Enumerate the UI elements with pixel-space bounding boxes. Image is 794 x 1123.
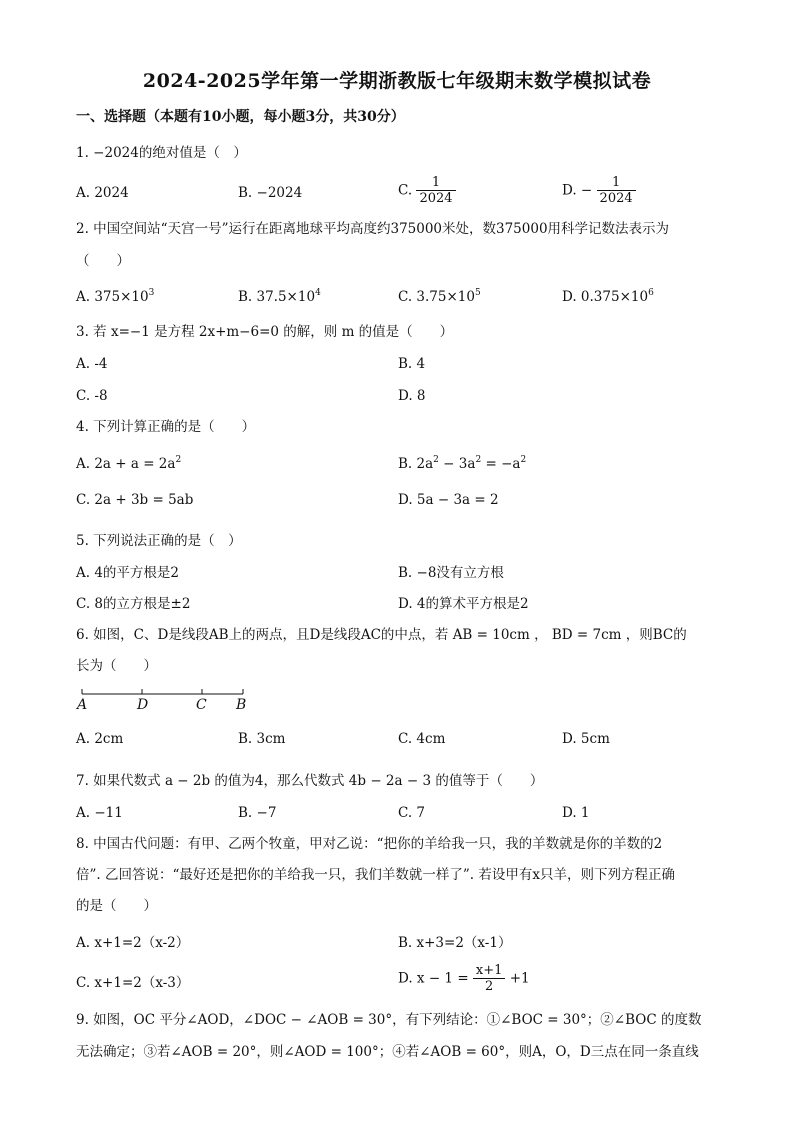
point-label-d: D (137, 697, 149, 713)
q1-option-a: A. 2024 (76, 185, 129, 201)
question-8-stem: 8. 中国古代问题：有甲、乙两个牧童，甲对乙说：“把你的羊给我一只，我的羊数就是你的羊数的2 (76, 836, 663, 852)
q4-option-a: A. $2a + a = 2a^2$ (76, 455, 182, 472)
question-3-stem: 3. 若 x=−1 是方程 2x+m−6=0 的解，则 m 的值是（ ） (76, 324, 454, 340)
point-label-b: B (236, 697, 247, 713)
exam-title: 2024-2025学年第一学期浙教版七年级期末数学模拟试卷 (142, 70, 652, 92)
question-6-stem: 6. 如图，C、D是线段AB上的两点，且D是线段AC的中点，若 AB = 10cm ， BD = 7cm ，则BC的 (76, 627, 687, 643)
q7-option-c: C. 7 (398, 805, 426, 821)
question-4-stem: 4. 下列计算正确的是（ ） (76, 419, 256, 435)
question-1-stem: 1. −2024的绝对值是（ ） (76, 145, 247, 161)
q6-option-a: A. 2cm (76, 731, 124, 747)
q3-option-d: D. 8 (398, 388, 426, 404)
q2-option-a: A. $375\times 10^3$ (76, 288, 155, 305)
question-5-stem: 5. 下列说法正确的是（ ） (76, 533, 242, 549)
q4-option-d: D. 5a − 3a = 2 (398, 492, 499, 508)
section-heading: 一、选择题（本题有10小题，每小题3分，共30分） (76, 109, 405, 125)
q1-option-b: B. −2024 (238, 185, 303, 201)
q4-option-b: B. $2a^2 - 3a^2 = -a^2$ (398, 455, 527, 472)
question-2-stem: 2. 中国空间站“天宫一号”运行在距离地球平均高度约375000米处，数375000用科学记数法表示为 (76, 221, 670, 237)
question-9-stem: 9. 如图，OC 平分∠AOD，∠DOC − ∠AOB = 30°，有下列结论：①∠BOC = 30°；②∠BOC 的度数 (76, 1012, 702, 1028)
q6-option-c: C. 4cm (398, 731, 446, 747)
q7-option-b: B. −7 (238, 805, 277, 821)
q3-option-b: B. 4 (398, 356, 426, 372)
q1-option-c: C. $\frac{1}{2024}$ (398, 175, 456, 206)
question-9-stem-cont: 无法确定；③若∠AOB = 20°，则∠AOD = 100°；④若∠AOB = 60°，则A，O，D三点在同一条直线 (76, 1044, 699, 1060)
q7-option-d: D. 1 (562, 805, 590, 821)
q5-option-a: A. 4的平方根是2 (76, 565, 180, 581)
point-label-a: A (77, 697, 88, 713)
question-7-stem: 7. 如果代数式 a − 2b 的值为4，那么代数式 4b − 2a − 3 的值等于（ ） (76, 773, 544, 789)
question-6-stem-cont: 长为（ ） (76, 658, 157, 674)
q4-option-c: C. 2a + 3b = 5ab (76, 492, 194, 508)
q3-option-a: A. -4 (76, 356, 108, 372)
q6-option-d: D. 5cm (562, 731, 610, 747)
question-8-stem-cont: 倍”. 乙回答说：“最好还是把你的羊给我一只，我们羊数就一样了”. 若设甲有x只羊，则下列方程正确 (76, 867, 675, 883)
question-2-stem-cont: （ ） (76, 253, 130, 269)
q2-option-d: D. $0.375\times 10^6$ (562, 288, 654, 305)
q7-option-a: A. −11 (76, 805, 123, 821)
q3-option-c: C. -8 (76, 388, 108, 404)
q8-option-a: A. x+1=2（x-2） (76, 935, 190, 951)
question-8-stem-end: 的是（ ） (76, 898, 157, 914)
q2-option-c: C. $3.75\times 10^5$ (398, 288, 481, 305)
point-label-c: C (196, 697, 207, 713)
q6-option-b: B. 3cm (238, 731, 286, 747)
q8-option-c: C. x+1=2（x-3） (76, 975, 190, 991)
q8-option-d: D. x − 1 = $\frac{x+1}{2}$ +1 (398, 963, 530, 994)
q5-option-d: D. 4的算术平方根是2 (398, 596, 529, 612)
segment-figure (76, 683, 256, 702)
q5-option-c: C. 8的立方根是±2 (76, 596, 191, 612)
q1-option-d: D. − $\frac{1}{2024}$ (562, 175, 636, 206)
q8-option-b: B. x+3=2（x-1） (398, 935, 512, 951)
q2-option-b: B. $37.5\times 10^4$ (238, 288, 321, 305)
segment-line (76, 686, 256, 698)
q5-option-b: B. −8没有立方根 (398, 565, 504, 581)
